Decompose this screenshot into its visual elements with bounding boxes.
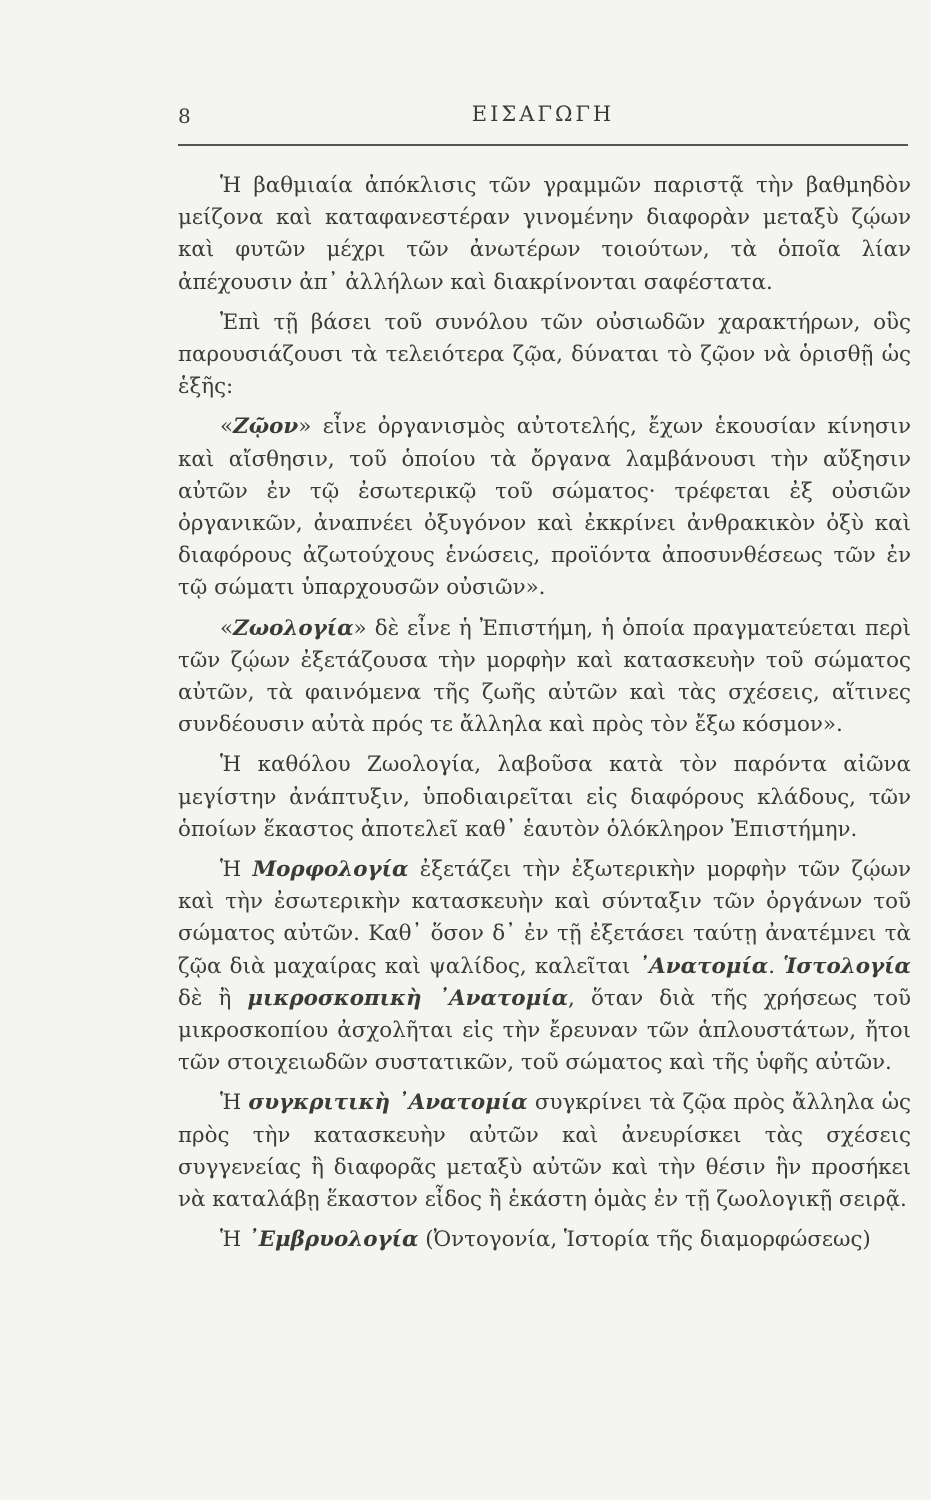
paragraph-6: Ἡ Μορφολογία ἐξετάζει τὴν ἐξωτερικὴν μορφὴν τῶν ζῴων καὶ τὴν ἐσωτερικὴν κατασκευὴν καὶ σύνταξιν τῶν ὀργάνων τοῦ σώματος αὐτῶν. Καθ᾽ ὅσον δ᾽ ἐν τῇ ἐξετάσει ταύτῃ ἀνατέμνει τὰ ζῷα διὰ μαχαίρας καὶ ψαλίδος, καλεῖται ᾽Ανατομία. Ἱστολογία δὲ ἢ μικροσκοπικὴ ᾽Ανατομία, ὅταν διὰ τῆς χρήσεως τοῦ μικροσκοπίου ἀσχολῆται εἰς τὴν ἔρευναν τῶν ἁπλουστάτων, ἤτοι τῶν στοιχειωδῶν συστατικῶν, τοῦ σώματος καὶ τῆς ὑφῆς αὐτῶν.	[178, 857, 911, 1076]
paragraph-1: Ἡ βαθμιαία ἀπόκλισις τῶν γραμμῶν παριστᾷ τὴν βαθμηδὸν μείζονα καὶ καταφανεστέραν γινομένην διαφορὰν μεταξὺ ζῴων καὶ φυτῶν μέχρι τῶν ἀνωτέρων τοιούτων, τὰ ὁποῖα λίαν ἀπέχουσιν ἀπ᾽ ἀλλήλων καὶ διακρίνονται σαφέστατα.	[178, 173, 911, 295]
running-title: ΕΙΣΑΓΩΓΗ	[471, 102, 615, 126]
body-text	[178, 170, 911, 1265]
paragraph-8: Ἡ ᾽Εμβρυολογία (Ὀντογονία, Ἱστορία τῆς διαμορφώσεως)	[220, 1227, 871, 1253]
page-number: 8	[178, 104, 191, 128]
paragraph-7: Ἡ συγκριτικὴ ᾽Ανατομία συγκρίνει τὰ ζῷα πρὸς ἄλληλα ὡς πρὸς τὴν κατασκευὴν αὐτῶν καὶ ἀνευρίσκει τὰς σχέσεις συγγενείας ἢ διαφορᾶς μεταξὺ αὐτῶν καὶ τὴν θέσιν ἣν προσήκει νὰ καταλάβῃ ἕκαστον εἶδος ἢ ἑκάστη ὁμὰς ἐν τῇ ζωολογικῇ σειρᾷ.	[178, 1090, 912, 1213]
paragraph-4: «Ζωολογία» δὲ εἶνε ἡ Ἐπιστήμη, ἡ ὁποία πραγματεύεται περὶ τῶν ζῴων ἐξετάζουσα τὴν μορφὴν καὶ κατασκευὴν τοῦ σώματος αὐτῶν, τὰ φαινόμενα τῆς ζωῆς αὐτῶν καὶ τὰς σχέσεις, αἵτινες συνδέουσιν αὐτὰ πρός τε ἄλληλα καὶ πρὸς τὸν ἔξω κόσμον».	[178, 615, 911, 738]
paragraph-3: «Ζῷον» εἶνε ὀργανισμὸς αὐτοτελής, ἔχων ἑκουσίαν κίνησιν καὶ αἴσθησιν, τοῦ ὁποίου τὰ ὄργανα λαμβάνουσι τὴν αὔξησιν αὐτῶν ἐν τῷ ἐσωτερικῷ τοῦ σώματος· τρέφεται ἐξ οὐσιῶν ὀργανικῶν, ἀναπνέει ὀξυγόνον καὶ ἐκκρίνει ἀνθρακικὸν ὀξὺ καὶ διαφόρους ἀζωτούχους ἑνώσεις, προϊόντα ἀποσυνθέσεως τῶν ἐν τῷ σώματι ὑπαρχουσῶν οὐσιῶν».	[178, 414, 911, 601]
paragraph-2: Ἐπὶ τῇ βάσει τοῦ συνόλου τῶν οὐσιωδῶν χαρακτήρων, οὓς παρουσιάζουσι τὰ τελειότερα ζῷα, δύναται τὸ ζῷον νὰ ὁρισθῇ ὡς ἑξῆς:	[178, 309, 911, 400]
header-rule	[178, 144, 908, 146]
page-header	[178, 100, 908, 140]
paragraph-5: Ἡ καθόλου Ζωολογία, λαβοῦσα κατὰ τὸν παρόντα αἰῶνα μεγίστην ἀνάπτυξιν, ὑποδιαιρεῖται εἰς διαφόρους κλάδους, τῶν ὁποίων ἕκαστος ἀποτελεῖ καθ᾽ ἑαυτὸν ὁλόκληρον Ἐπιστήμην.	[178, 752, 911, 842]
